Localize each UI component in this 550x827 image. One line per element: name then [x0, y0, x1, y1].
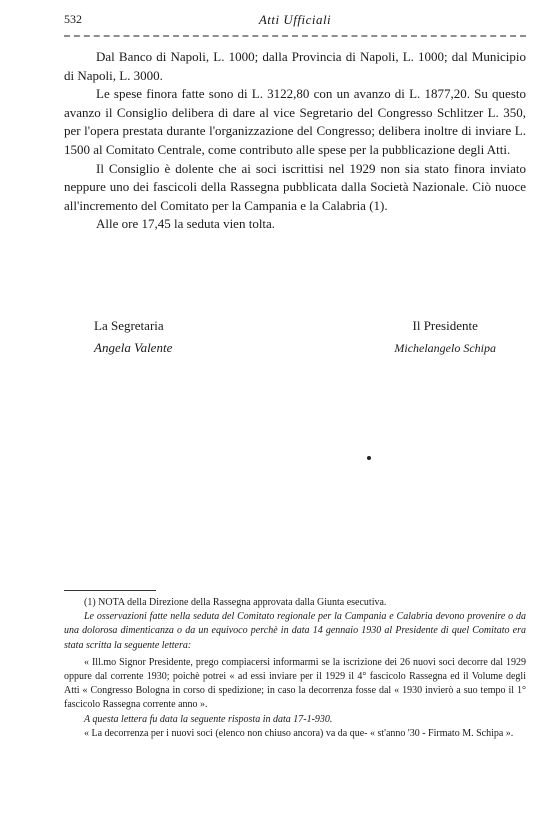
body-text: [64, 48, 526, 234]
footnote-rule: [64, 590, 156, 591]
president-title: Il Presidente: [412, 318, 478, 333]
footnote: [64, 596, 526, 741]
footnote-reply: « La decorrenza per i nuovi soci (elenco non chiuso ancora) va da que- « st'anno '30 - Firmato M. Schipa ».: [84, 727, 514, 739]
page-header: [64, 12, 526, 32]
paragraph: Alle ore 17,45 la seduta vien tolta.: [96, 216, 276, 232]
secretary-title: La Segretaria: [94, 318, 164, 333]
president-signature: [394, 316, 496, 358]
paragraph: Le spese finora fatte sono di L. 3122,80 con un avanzo di L. 1877,20. Su questo avanzo il Consiglio delibera di dare al vice Segretario del Congresso Schlitzer L. 350, per l'opera prestata durante l'organizzazione del Congresso; delibera inoltre di inviare L. 1500 al Comitato Centrale, come contributo alle spese per la pubblicazione degli Atti.: [64, 86, 526, 157]
ink-dot: [367, 456, 371, 460]
secretary-name: Angela Valente: [94, 340, 173, 355]
paragraph: Dal Banco di Napoli, L. 1000; dalla Provincia di Napoli, L. 1000; dal Municipio di Napoli, L. 3000.: [64, 49, 526, 83]
secretary-signature: [94, 316, 172, 358]
signatures: [64, 316, 526, 356]
president-name: Michelangelo Schipa: [394, 341, 496, 355]
footnote-letter: « Ill.mo Signor Presidente, prego compiacersi informarmi se la iscrizione dei 26 nuovi soci decorre dal 1929 oppure dal corrente 1930; poichè potrei « ad essi inviare per il 1929 il 4° fascicolo Rassegna ed il Volume degli Atti « Congresso Bologna in corso di spedizione; in caso la decorrenza fosse dal « 1930 invierò a suo tempo il 1° fascicolo Rassegna corrente anno ».: [64, 656, 526, 711]
footnote-italic-note: Le osservazioni fatte nella seduta del Comitato regionale per la Campania e Calabria devono provenire o da una dolorosa dimenticanza o da un equivoco perchè in data 14 gennaio 1930 al Presidente di quel Comitato era stata scritta la seguente lettera:: [64, 611, 526, 651]
header-rule: [64, 35, 526, 39]
paragraph: Il Consiglio è dolente che ai soci iscrittisi nel 1929 non sia stato finora inviato neppure uno dei fascicoli della Rassegna pubblicata dalla Società Nazionale. Ciò nuoce all'incremento del Comitato per la Campania e la Calabria (1).: [64, 160, 526, 213]
footnote-intro: (1) NOTA della Direzione della Rassegna approvata dalla Giunta esecutiva.: [84, 597, 387, 608]
footnote-reply-intro: A questa lettera fu data la seguente risposta in data 17-1-930.: [84, 713, 333, 725]
page-number: 532: [64, 12, 82, 26]
running-title: Atti Ufficiali: [258, 12, 332, 27]
